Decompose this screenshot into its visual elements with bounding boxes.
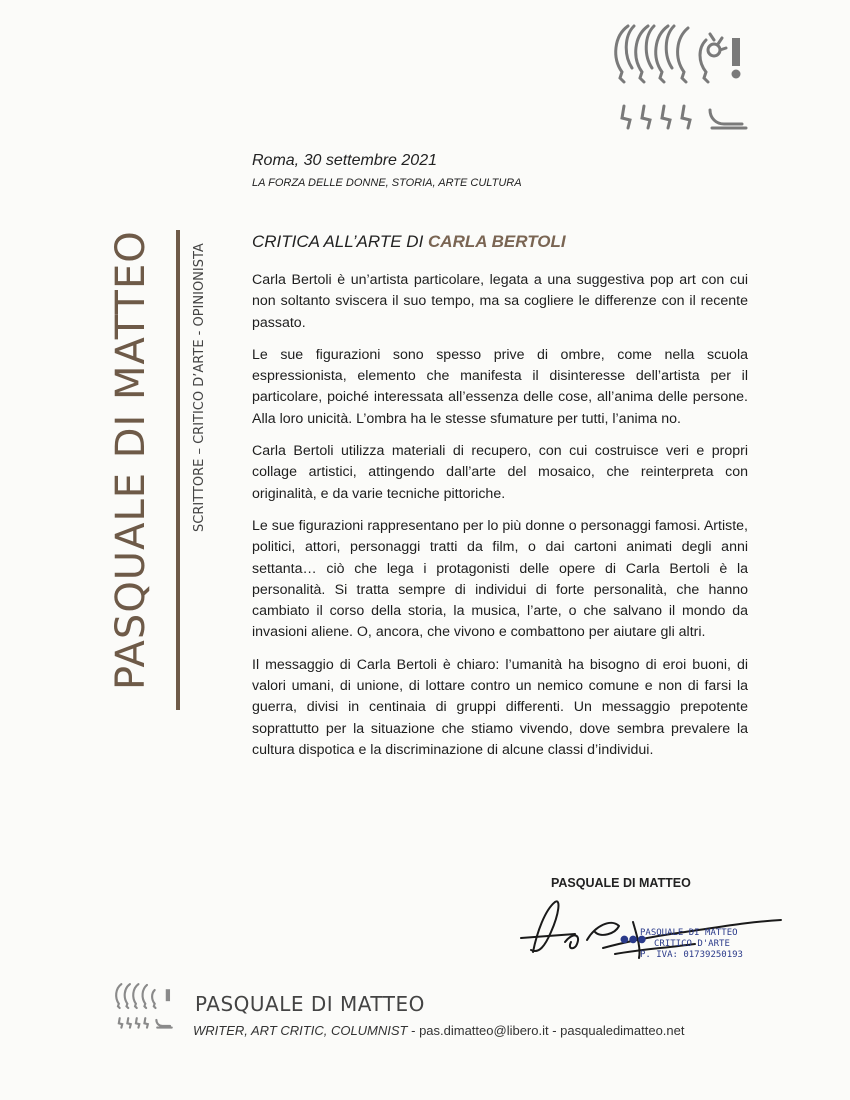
stamp-line: P. IVA: 01739250193 xyxy=(640,950,743,960)
footer-roles: WRITER, ART CRITIC, COLUMNIST xyxy=(193,1023,408,1038)
paragraph: Carla Bertoli utilizza materiali di recupero, con cui costruisce veri e propri collage artistici, attingendo dall’arte del mosaico, che reinterpreta con originalità, e da varie tecniche pittoriche. xyxy=(252,443,748,502)
footer-separator: - xyxy=(548,1023,561,1038)
side-name: PASQUALE DI MATTEO xyxy=(108,230,154,690)
date-line: Roma, 30 settembre 2021 xyxy=(252,152,437,169)
side-roles: SCRITTORE – CRITICO D’ARTE - OPINIONISTA xyxy=(192,243,207,532)
paragraph: Le sue figurazioni rappresentano per lo più donne o personaggi famosi. Artiste, politici, attori, personaggi tratti da film, o dai cartoni animati degli anni settanta… ciò che lega i protagonisti delle opere di Carla Bertoli è la personalità. Si tratta sempre di individui di forte personalità, che hanno cambiato il corso della storia, la musica, l’arte, o che salvano il mondo da invasioni aliene. O, ancora, che vivono e combattono per aiutare gli altri. xyxy=(252,517,748,641)
document-title xyxy=(252,232,566,252)
stamp-line: PASQUALE DI MATTEO xyxy=(640,928,738,938)
side-divider xyxy=(176,230,180,710)
paragraph: Carla Bertoli è un’artista particolare, legata a una suggestiva pop art con cui non soltanto sviscera il suo tempo, ma sa cogliere le differenze con il recente passato. xyxy=(252,272,748,331)
footer-separator: - xyxy=(407,1023,420,1038)
title-prefix: CRITICA ALL’ARTE DI xyxy=(252,232,429,251)
svg-text:●●●: ●●● xyxy=(620,934,647,945)
footer-name: PASQUALE DI MATTEO xyxy=(195,992,425,1016)
footer-contact-line xyxy=(193,1023,684,1038)
header-subtitle: LA FORZA DELLE DONNE, STORIA, ARTE CULTURA xyxy=(252,177,522,189)
heads-logo-icon xyxy=(112,970,176,1040)
footer-website-link[interactable]: pasqualedimatteo.net xyxy=(560,1023,685,1038)
title-artist: CARLA BERTOLI xyxy=(428,232,566,251)
paragraph: Il messaggio di Carla Bertoli è chiaro: l’umanità ha bisogno di eroi buoni, di valori umani, di unione, di lottare contro un nemico comune e non di farsi la guerra, divisi in centinaia di gruppi differenti. Un messaggio prepotente soprattutto per la situazione che stiamo vivendo, dove sembra prevalere la cultura dispotica e la discriminazione di alcune classi d’individui. xyxy=(252,656,748,758)
stamp-line: CRITICO D'ARTE xyxy=(654,939,730,949)
signature-stamp xyxy=(640,928,743,961)
document-body xyxy=(252,270,748,772)
footer-email-link[interactable]: pas.dimatteo@libero.it xyxy=(419,1023,549,1038)
paragraph: Le sue figurazioni sono spesso prive di ombre, come nella scuola espressionista, elemento che manifesta il disinteresse dell’artista per il particolare, poiché interessata all’essenza delle cose, all’anima delle persone. Alla loro unicità. L’ombra ha le stesse sfumature per tutti, l’anima no. xyxy=(252,346,748,427)
heads-logo-icon xyxy=(606,14,756,136)
signature-name: PASQUALE DI MATTEO xyxy=(551,876,691,890)
